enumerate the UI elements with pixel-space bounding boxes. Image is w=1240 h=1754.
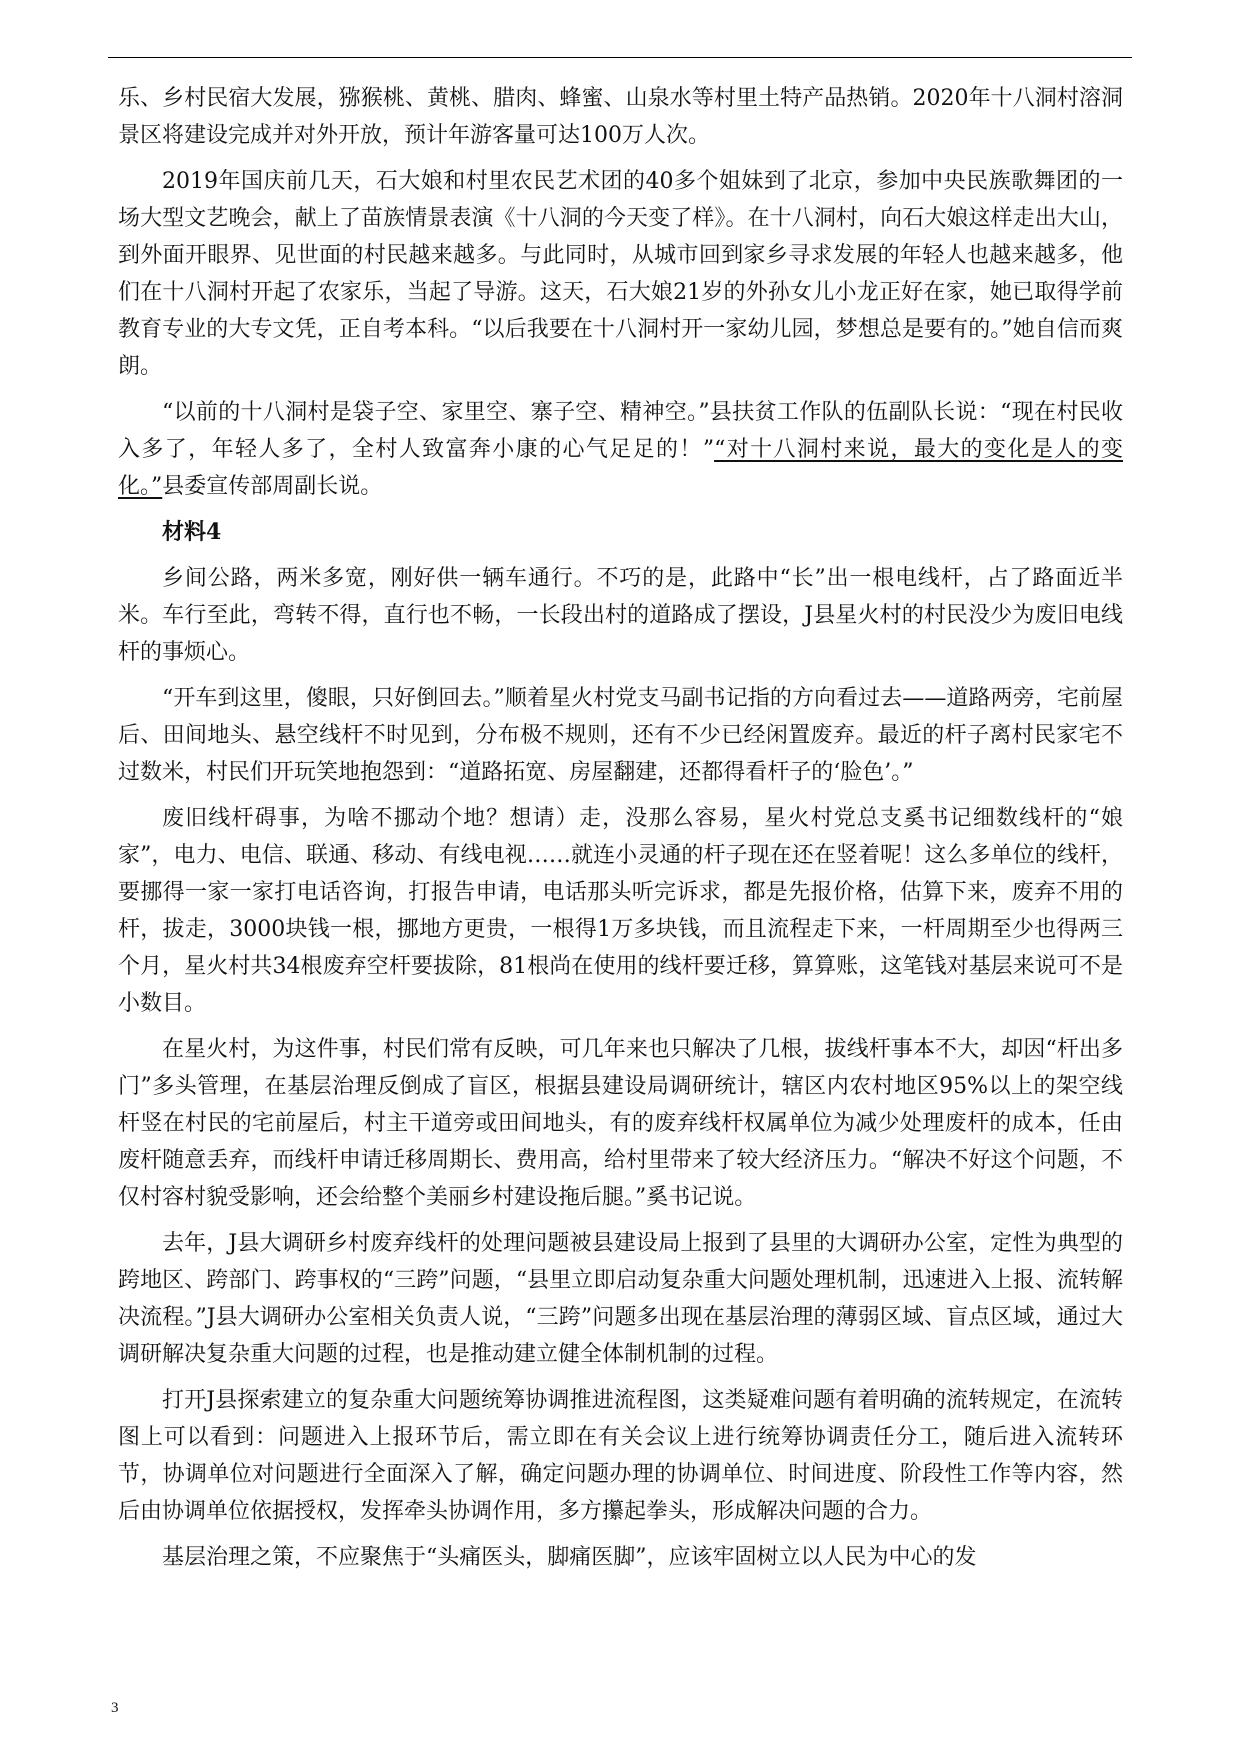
paragraph: 在星火村，为这件事，村民们常有反映，可几年来也只解决了几根，拔线杆事本不大，却因“杆出多门”多头管理，在基层治理反倒成了盲区，根据县建设局调研统计，辖区内农村地区95%以上的架空线杆竖在村民的宅前屋后，村主干道旁或田间地头，有的废弃线杆权属单位为减少处理废杆的成本，任由废杆随意丢弃，而线杆申请迁移周期长、费用高，给村里带来了较大经济压力。“解决不好这个问题，不仅村容村貌受影响，还会给整个美丽乡村建设拖后腿。”奚书记说。 (118, 1037, 1123, 1210)
paragraph: “开车到这里，傻眼，只好倒回去。”顺着星火村党支马副书记指的方向看过去——道路两旁，宅前屋后、田间地头、悬空线杆不时见到，分布极不规则，还有不少已经闲置废弃。最近的杆子离村民家宅不过数米，村民们开玩笑地抱怨到：“道路拓宽、房屋翻建，还都得看杆子的‘脸色’。” (118, 686, 1123, 785)
paragraph: 乡间公路，两米多宽，刚好供一辆车通行。不巧的是，此路中“长”出一根电线杆，占了路面近半米。车行至此，弯转不得，直行也不畅，一长段出村的道路成了摆设，J县星火村的村民没少为废旧电线杆的事烦心。 (118, 566, 1123, 665)
document-body (118, 80, 1123, 1585)
underlined-quote: “对十八洞村来说，最大的变化是人的变化。” (118, 437, 1124, 499)
paragraph: 2019年国庆前几天，石大娘和村里农民艺术团的40多个姐妹到了北京，参加中央民族歌舞团的一场大型文艺晚会，献上了苗族情景表演《十八洞的今天变了样》。在十八洞村，向石大娘这样走出大山，到外面开眼界、见世面的村民越来越多。与此同时，从城市回到家乡寻求发展的年轻人也越来越多，他们在十八洞村开起了农家乐，当起了导游。这天，石大娘21岁的外孙女儿小龙正好在家，她已取得学前教育专业的大专文凭，正自考本科。“以后我要在十八洞村开一家幼儿园，梦想总是要有的。”她自信而爽朗。 (118, 169, 1123, 379)
paragraph-text: 县委宣传部周副长说。 (162, 474, 383, 499)
paragraph: 乐、乡村民宿大发展，猕猴桃、黄桃、腊肉、蜂蜜、山泉水等村里土特产品热销。2020年十八洞村溶洞景区将建设完成并对外开放，预计年游客量可达100万人次。 (118, 86, 1123, 148)
page-number: 3 (111, 1700, 119, 1716)
paragraph: 废旧线杆碍事，为啥不挪动个地？想请）走，没那么容易，星火村党总支奚书记细数线杆的“娘家”，电力、电信、联通、移动、有线电视……就连小灵通的杆子现在还在竖着呢！这么多单位的线杆，要挪得一家一家打电话咨询，打报告申请，电话那头听完诉求，都是先报价格，估算下来，废弃不用的杆，拔走，3000块钱一根，挪地方更贵，一根得1万多块钱，而且流程走下来，一杆周期至少也得两三个月，星火村共34根废弃空杆要拔除，81根尚在使用的线杆要迁移，算算账，这笔钱对基层来说可不是小数目。 (118, 806, 1123, 1016)
paragraph-with-quote (118, 394, 1123, 505)
paragraph-text: “以前的十八洞村是袋子空、家里空、寨子空、精神空。”县扶贫工作队的伍副队长说：“现在村民收入多了，年轻人多了，全村人致富奔小康的心气足足的！” (118, 400, 1123, 462)
paragraph: 去年，J县大调研乡村废弃线杆的处理问题被县建设局上报到了县里的大调研办公室，定性为典型的跨地区、跨部门、跨事权的“三跨”问题，“县里立即启动复杂重大问题处理机制，迅速进入上报、流转解决流程。”J县大调研办公室相关负责人说，“三跨”问题多出现在基层治理的薄弱区域、盲点区域，通过大调研解决复杂重大问题的过程，也是推动建立健全体制机制的过程。 (118, 1231, 1123, 1367)
paragraph: 打开J县探索建立的复杂重大问题统筹协调推进流程图，这类疑难问题有着明确的流转规定，在流转图上可以看到：问题进入上报环节后，需立即在有关会议上进行统筹协调责任分工，随后进入流转环节，协调单位对问题进行全面深入了解，确定问题办理的协调单位、时间进度、阶段性工作等内容，然后由协调单位依据授权，发挥牵头协调作用，多方攥起拳头，形成解决问题的合力。 (118, 1388, 1123, 1524)
section-heading: 材料4 (162, 519, 222, 545)
paragraph: 基层治理之策，不应聚焦于“头痛医头，脚痛医脚”，应该牢固树立以人民为中心的发 (162, 1545, 977, 1570)
header-rule (108, 57, 1132, 58)
